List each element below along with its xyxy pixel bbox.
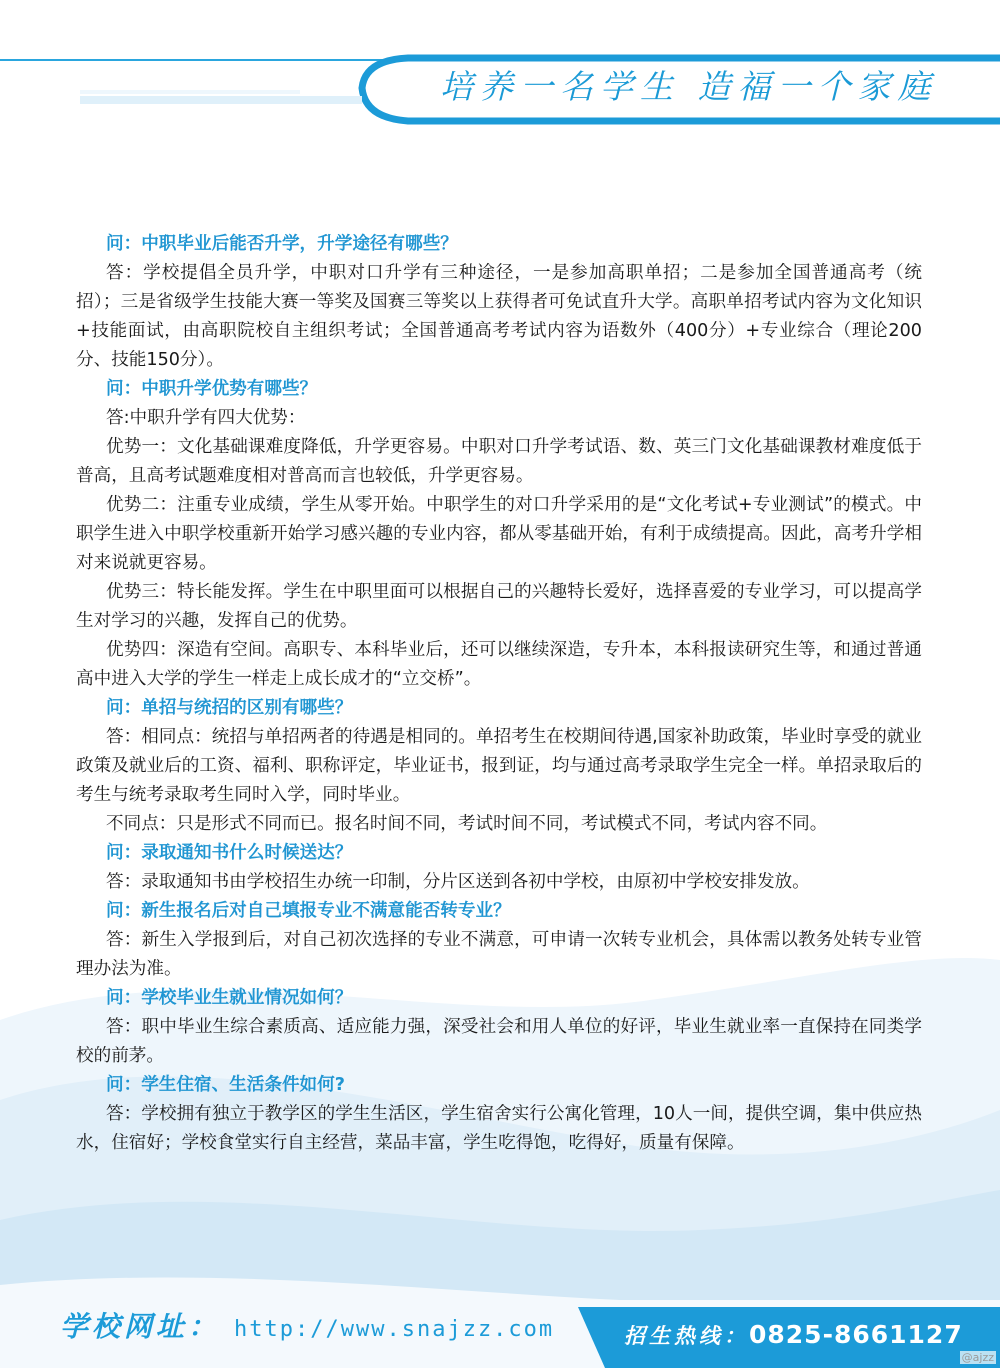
footer-website xyxy=(60,1310,555,1343)
faq-question: 问：新生报名后对自己填报专业不满意能否转专业？ xyxy=(106,901,511,921)
faq-question: 问：学校毕业生就业情况如何？ xyxy=(106,988,353,1008)
footer-hotline xyxy=(624,1322,963,1347)
faq-content xyxy=(76,230,922,1158)
hotline-label: 招生热线： xyxy=(624,1323,749,1348)
watermark: @ajzz xyxy=(961,1351,994,1364)
faq-question: 问：录取通知书什么时候送达？ xyxy=(106,843,353,863)
faq-answer: 优势三：特长能发挥。学生在中职里面可以根据自己的兴趣特长爱好，选择喜爱的专业学习，可以提高学生对学习的兴趣，发挥自己的优势。 xyxy=(76,582,922,631)
faq-question: 问：中职升学优势有哪些？ xyxy=(106,379,318,399)
faq-answer: 答:中职升学有四大优势： xyxy=(106,408,306,428)
faq-answer: 优势一：文化基础课难度降低，升学更容易。中职对口升学考试语、数、英三门文化基础课教材难度低于普高，且高考试题难度相对普高而言也较低，升学更容易。 xyxy=(76,437,922,486)
faq-answer: 不同点：只是形式不同而已。报名时间不同，考试时间不同，考试模式不同，考试内容不同。 xyxy=(106,814,828,834)
faq-answer: 答：相同点：统招与单招两者的待遇是相同的。单招考生在校期间待遇,国家补助政策，毕业时享受的就业政策及就业后的工资、福利、职称评定，毕业证书，报到证，均与通过高考录取学生完全一样。单招录取后的考生与统考录取考生同时入学，同时毕业。 xyxy=(76,727,922,805)
faq-question: 问：学生住宿、生活条件如何? xyxy=(106,1075,345,1095)
faq-answer: 答：职中毕业生综合素质高、适应能力强，深受社会和用人单位的好评，毕业生就业率一直保持在同类学校的前茅。 xyxy=(76,1017,922,1066)
faq-answer: 答：新生入学报到后，对自己初次选择的专业不满意，可申请一次转专业机会，具体需以教务处转专业管理办法为准。 xyxy=(76,930,922,979)
hotline-number: 0825-8661127 xyxy=(749,1320,963,1349)
faq-question: 问：单招与统招的区别有哪些？ xyxy=(106,698,353,718)
website-link[interactable]: http://www.snajzz.com xyxy=(234,1317,555,1342)
faq-answer: 答：学校拥有独立于教学区的学生生活区，学生宿舍实行公寓化管理，10人一间，提供空调，集中供应热水，住宿好；学校食堂实行自主经营，菜品丰富，学生吃得饱，吃得好，质量有保障。 xyxy=(76,1104,922,1153)
website-label: 学校网址： xyxy=(60,1310,221,1343)
header-slogan: 培养一名学生 造福一个家庭 xyxy=(440,67,938,106)
faq-answer: 答：录取通知书由学校招生办统一印制，分片区送到各初中学校，由原初中学校安排发放。 xyxy=(106,872,810,892)
faq-answer: 答：学校提倡全员升学，中职对口升学有三种途径，一是参加高职单招；二是参加全国普通高考（统招）；三是省级学生技能大赛一等奖及国赛三等奖以上获得者可免试直升大学。高职单招考试内容为文化知识+技能面试，由高职院校自主组织考试；全国普通高考考试内容为语数外（400分）+专业综合（理论200分、技能150分）。 xyxy=(76,263,922,370)
faq-answer: 优势四：深造有空间。高职专、本科毕业后，还可以继续深造，专升本，本科报读研究生等，和通过普通高中进入大学的学生一样走上成长成才的“立交桥”。 xyxy=(76,640,922,689)
faq-question: 问：中职毕业后能否升学，升学途径有哪些？ xyxy=(106,234,458,254)
faq-answer: 优势二：注重专业成绩，学生从零开始。中职学生的对口升学采用的是“文化考试+专业测试”的模式。中职学生进入中职学校重新开始学习感兴趣的专业内容，都从零基础开始，有利于成绩提高。因此，高考升学相对来说就更容易。 xyxy=(76,495,922,573)
